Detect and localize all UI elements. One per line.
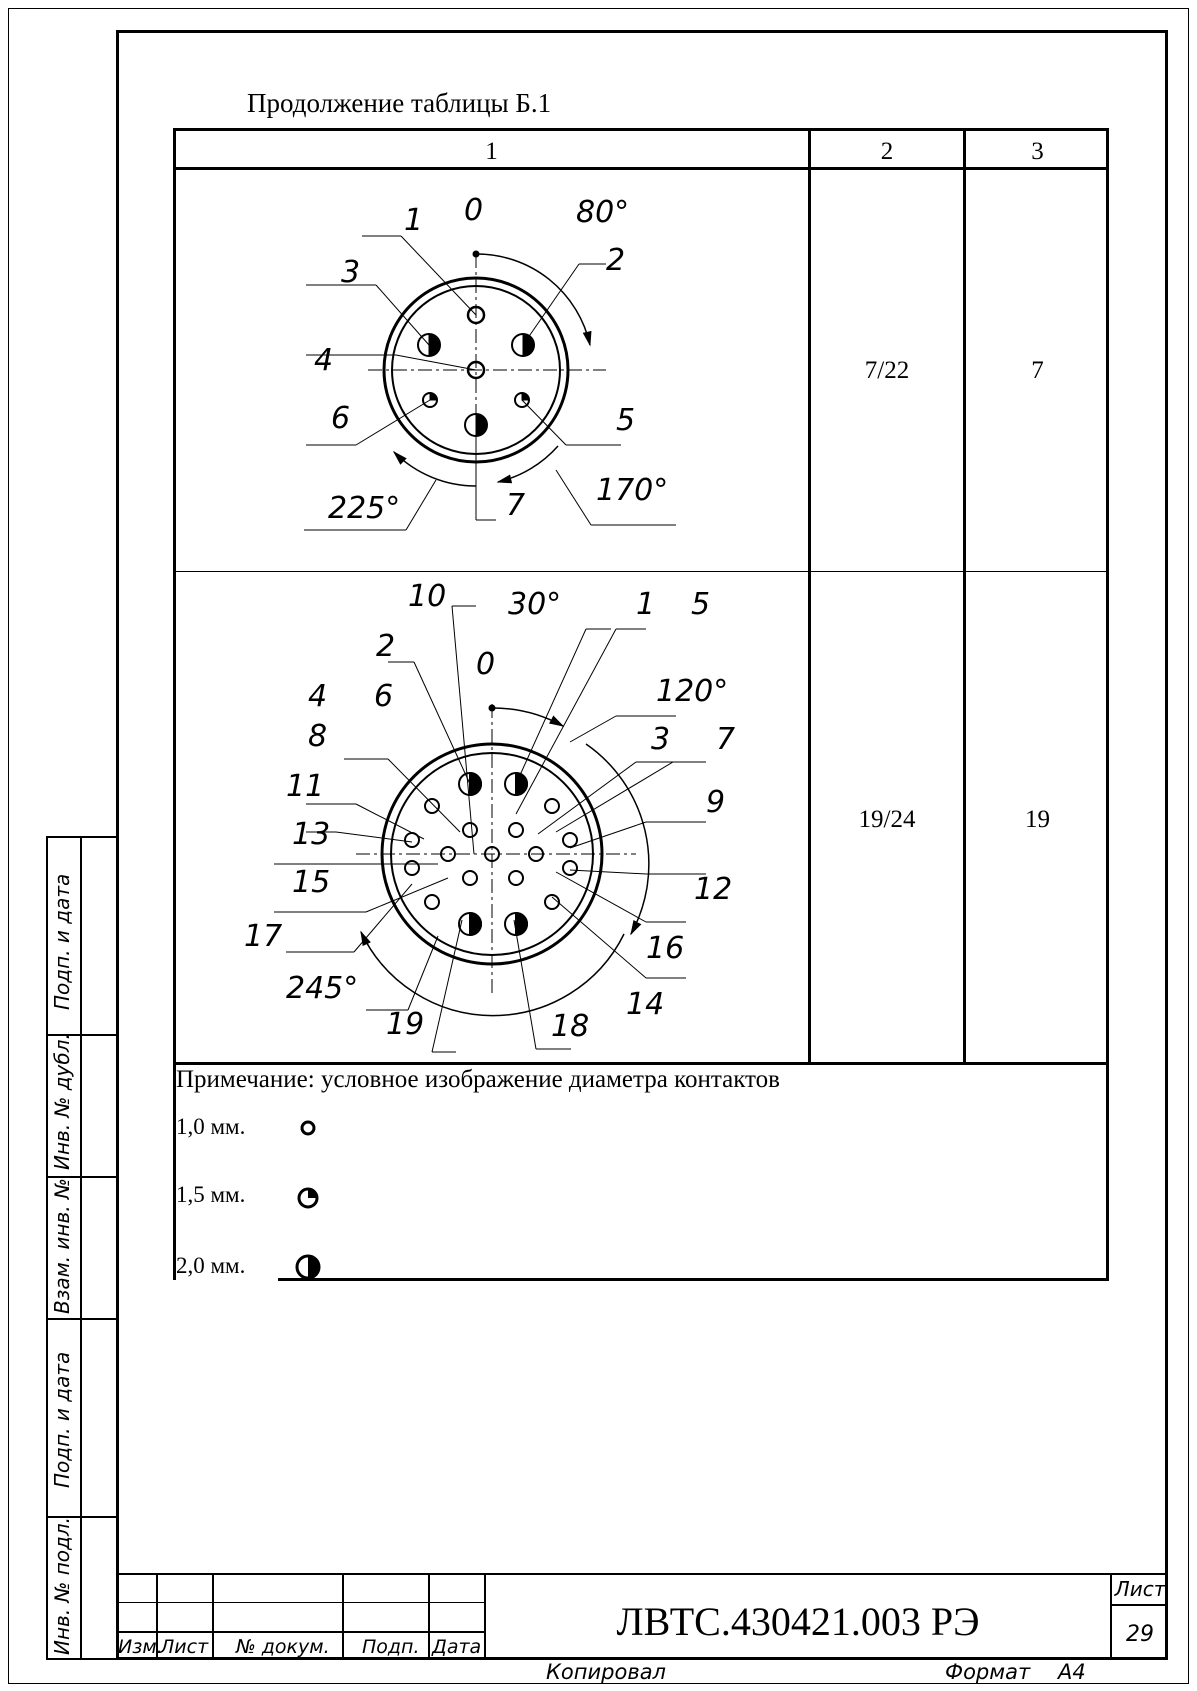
contact-pin [425, 895, 439, 909]
note-title: Примечание: условное изображение диаметра контактов [176, 1066, 780, 1093]
side-stamp-label: Взам. инв. № [50, 1178, 74, 1314]
contact-label: 9 [706, 785, 726, 820]
footer-copied: Копировал [546, 1660, 666, 1684]
contact-pin [463, 871, 477, 885]
tb-col-sign: Подп. [362, 1636, 420, 1658]
header-col-2: 2 [880, 138, 894, 165]
side-stamp-label: Подп. и дата [50, 873, 74, 1010]
sheet-row [1110, 1604, 1168, 1606]
contact-label: 13 [292, 817, 331, 852]
row2-col2: 19/24 [858, 806, 916, 833]
contact-pin [563, 861, 577, 875]
table-caption: Продолжение таблицы Б.1 [247, 88, 552, 118]
side-stamp-label: Подп. и дата [50, 1351, 74, 1488]
zero-label: 0 [476, 647, 496, 682]
row-divider [173, 571, 1109, 572]
contact-label: 12 [694, 872, 733, 907]
contact-label: 17 [244, 919, 283, 954]
contact-pin-fill [516, 773, 527, 795]
contact-pin [425, 799, 439, 813]
note-item-2: 1,5 мм. [176, 1182, 246, 1207]
row1-col3: 7 [1031, 357, 1044, 384]
contact-label: 3 [651, 722, 671, 757]
contact-label: 5 [691, 587, 711, 622]
header-col-3: 3 [1031, 138, 1044, 165]
open-circle-icon [296, 1116, 320, 1140]
sheet-label: Лист [1114, 1577, 1166, 1601]
contact-label: 4 [308, 679, 328, 714]
angle-label: 120° [656, 674, 729, 709]
row2-col3: 19 [1025, 806, 1050, 833]
angle-label: 80° [576, 195, 630, 230]
col-divider-2 [963, 128, 966, 1064]
contact-label: 11 [286, 769, 325, 804]
contact-pin [545, 799, 559, 813]
title-block-col [342, 1573, 344, 1660]
contact-label: 8 [308, 719, 328, 754]
contact-label: 2 [376, 629, 396, 664]
contact-label: 14 [626, 987, 665, 1022]
connector-diagram-7 [176, 170, 806, 570]
angle-label: 30° [508, 587, 562, 622]
contact-label: 3 [341, 255, 361, 290]
col-divider-1 [808, 128, 811, 1064]
contact-label: 18 [551, 1009, 590, 1044]
quarter-filled-circle-icon [294, 1184, 322, 1212]
contact-label: 6 [331, 401, 351, 436]
sheet-number: 29 [1126, 1622, 1154, 1647]
header-col-1: 1 [485, 138, 498, 165]
title-block-row [116, 1631, 484, 1633]
connector-diagram-19 [176, 574, 806, 1062]
contact-label: 2 [606, 243, 626, 278]
contact-pin [509, 871, 523, 885]
contact-pin-fill [470, 913, 481, 935]
title-block-top [116, 1573, 1168, 1575]
contact-label: 1 [636, 587, 656, 622]
side-stamp-label: Инв. № подл. [50, 1517, 74, 1655]
contact-pin [463, 823, 477, 837]
contact-label: 7 [716, 722, 736, 757]
contact-pin-fill [470, 773, 481, 795]
doc-code: ЛВТС.430421.003 РЭ [616, 1599, 980, 1644]
contact-pin [405, 861, 419, 875]
contact-label: 6 [374, 679, 394, 714]
angle-label: 225° [328, 491, 401, 526]
contact-pin [563, 833, 577, 847]
tb-col-doc: № докум. [236, 1636, 330, 1658]
contact-label: 16 [646, 931, 685, 966]
tb-col-izm: Изм. [118, 1636, 163, 1658]
footer-format-label: Формат [945, 1660, 1031, 1684]
contact-label: 19 [386, 1007, 425, 1042]
angle-label: 245° [286, 971, 359, 1006]
contact-label: 10 [408, 579, 447, 614]
zero-label: 0 [464, 193, 484, 228]
title-block-col [212, 1573, 214, 1660]
table-bottom-line [278, 1278, 1109, 1281]
side-stamp-row [46, 1318, 118, 1320]
row1-col2: 7/22 [864, 357, 910, 384]
contact-pin [509, 823, 523, 837]
contact-label: 5 [616, 403, 636, 438]
contact-pin-fill [516, 913, 527, 935]
title-block-col [428, 1573, 430, 1660]
footer-format-value: А4 [1058, 1660, 1086, 1684]
angle-label: 170° [596, 473, 669, 508]
note-item-1: 1,0 мм. [176, 1114, 246, 1139]
half-filled-circle-icon [292, 1251, 324, 1283]
contact-label: 1 [404, 203, 424, 238]
contact-label: 15 [292, 865, 331, 900]
side-stamp-label: Инв. № дубл. [50, 1033, 74, 1170]
contact-label: 7 [506, 488, 526, 523]
contact-label: 4 [314, 343, 334, 378]
note-line [173, 1062, 1109, 1065]
side-stamp-divider [80, 836, 82, 1660]
title-block-row [116, 1602, 484, 1603]
tb-col-date: Дата [432, 1636, 482, 1658]
tb-col-list: Лист [160, 1636, 209, 1658]
note-item-3: 2,0 мм. [176, 1253, 246, 1278]
